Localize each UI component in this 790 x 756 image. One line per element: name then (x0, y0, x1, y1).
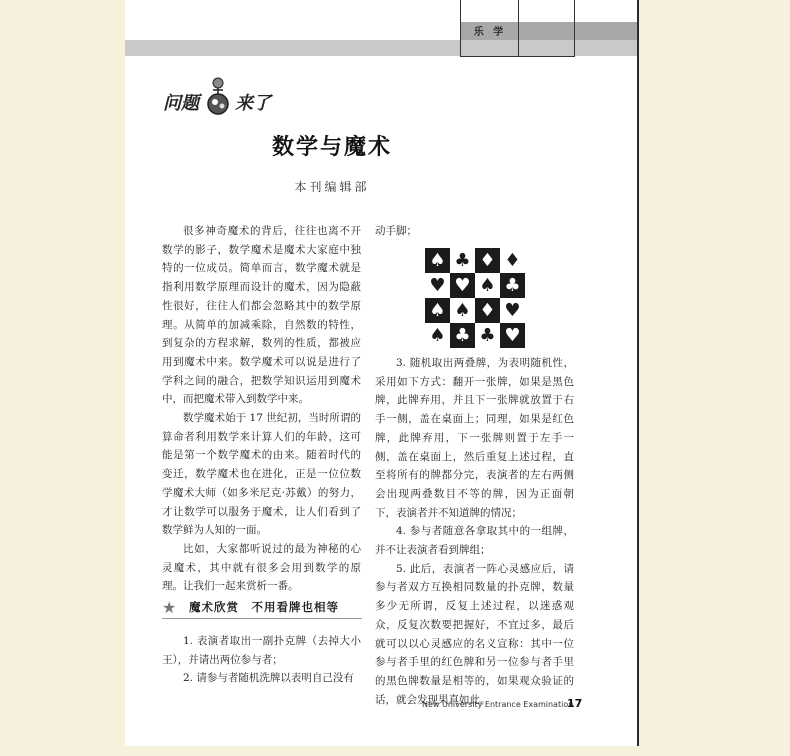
club-icon: ♣ (450, 248, 475, 273)
article-title: 数学与魔术 (271, 135, 392, 160)
spade-icon: ♠ (450, 298, 475, 323)
section-label: 乐 学 (473, 27, 507, 38)
spade-icon: ♠ (475, 273, 500, 298)
divider (162, 618, 362, 619)
heart-icon: ♥ (450, 273, 475, 298)
step-continuation: 动手脚； (375, 225, 417, 237)
header-divider (460, 0, 461, 56)
card-suit-grid (425, 248, 525, 348)
subheading (162, 596, 372, 618)
left-column (162, 222, 361, 596)
heart-icon: ♥ (425, 273, 450, 298)
diamond-icon: ♦ (500, 248, 525, 273)
paragraph: 比如，大家都听说过的最为神秘的心灵魔术，其中就有很多会用到数学的原理。让我们一起来赏析一番。 (162, 542, 361, 593)
paragraph: 很多神奇魔术的背后，往往也离不开数学的影子，数学魔术是魔术大家庭中独特的一位成员。简单而言，数学魔术就是指利用数学原理而设计的魔术，因为隐蔽性很好，往往人们都会忽略其中的数学原理。从简单的加减乘除，自然数的特性，到复杂的方程求解，数列的性质，都被应用到魔术中来。数学魔术可以说是进行了学科之间的融合，把数学知识运用到魔术中，而把魔术带入到数学中来。 (162, 225, 361, 406)
logo-text-right: 来了 (235, 93, 271, 114)
step-item: 2. 请参与者随机洗牌以表明自己没有 (183, 672, 354, 685)
star-icon: ★ (162, 598, 177, 617)
header-divider (518, 0, 519, 56)
right-steps (375, 354, 574, 709)
heart-icon: ♥ (500, 323, 525, 348)
club-icon: ♣ (475, 323, 500, 348)
club-icon: ♣ (500, 273, 525, 298)
right-intro (375, 222, 574, 241)
spade-icon: ♠ (425, 298, 450, 323)
subheading-text: 魔术欣赏 不用看牌也相等 (189, 600, 339, 614)
club-icon: ♣ (450, 323, 475, 348)
diamond-icon: ♦ (475, 298, 500, 323)
step-item: 1. 表演者取出一副扑克牌（去掉大小王），并请出两位参与者； (162, 635, 361, 666)
cartoon-mascot-icon (203, 74, 233, 116)
spade-icon: ♠ (425, 248, 450, 273)
journal-name: New University Entrance Examination (422, 700, 574, 709)
heart-icon: ♥ (500, 298, 525, 323)
spade-icon: ♠ (425, 323, 450, 348)
step-item: 4. 参与者随意各拿取其中的一组牌，并不让表演者看到牌组； (375, 525, 574, 557)
step-item: 5. 此后，表演者一阵心灵感应后，请参与者双方互换相同数量的扑克牌，数量多少无所谓，反复上述过程，以迷惑观众，反复次数要把握好，不宜过多，最后就可以以心灵感应的名义宣称：其中一位参与者手里的红色牌和另一位参与者手里的黑色牌数量是相等的，如果观众验证的话，就会发现果真如此。 (375, 562, 574, 706)
diamond-icon: ♦ (475, 248, 500, 273)
header-divider (574, 0, 575, 56)
header-divider (460, 56, 575, 57)
paragraph: 数学魔术始于 17 世纪初，当时所谓的算命者利用数学来计算人们的年龄，这可能是第一个数学魔术的由来。随着时代的变迁，数学魔术也在进化，正是一位位数学魔术大师（如多米尼克·苏戴）的努力，才让数学可以服务于魔术，让人们看到了数学鲜为人知的一面。 (162, 412, 361, 537)
article-author: 本刊编辑部 (294, 180, 370, 194)
step-item: 3. 随机取出两叠牌，为表明随机性，采用如下方式：翻开一张牌，如果是黑色牌，此牌弃用，并且下一张牌就放置于右手一侧，盖在桌面上；同理，如果是红色牌，此牌弃用，下一张牌则置于左手一侧，盖在桌面上，然后重复上述过程，直至将所有的牌都分完，表演者的左右两侧会出现两叠数目不等的牌，因为正面朝下，表演者并不知道牌的情况； (375, 357, 574, 519)
column-logo (163, 72, 283, 122)
magazine-page (125, 0, 639, 746)
left-steps (162, 632, 361, 688)
page-number: 17 (567, 697, 583, 710)
logo-text-left: 问题 (163, 93, 199, 114)
